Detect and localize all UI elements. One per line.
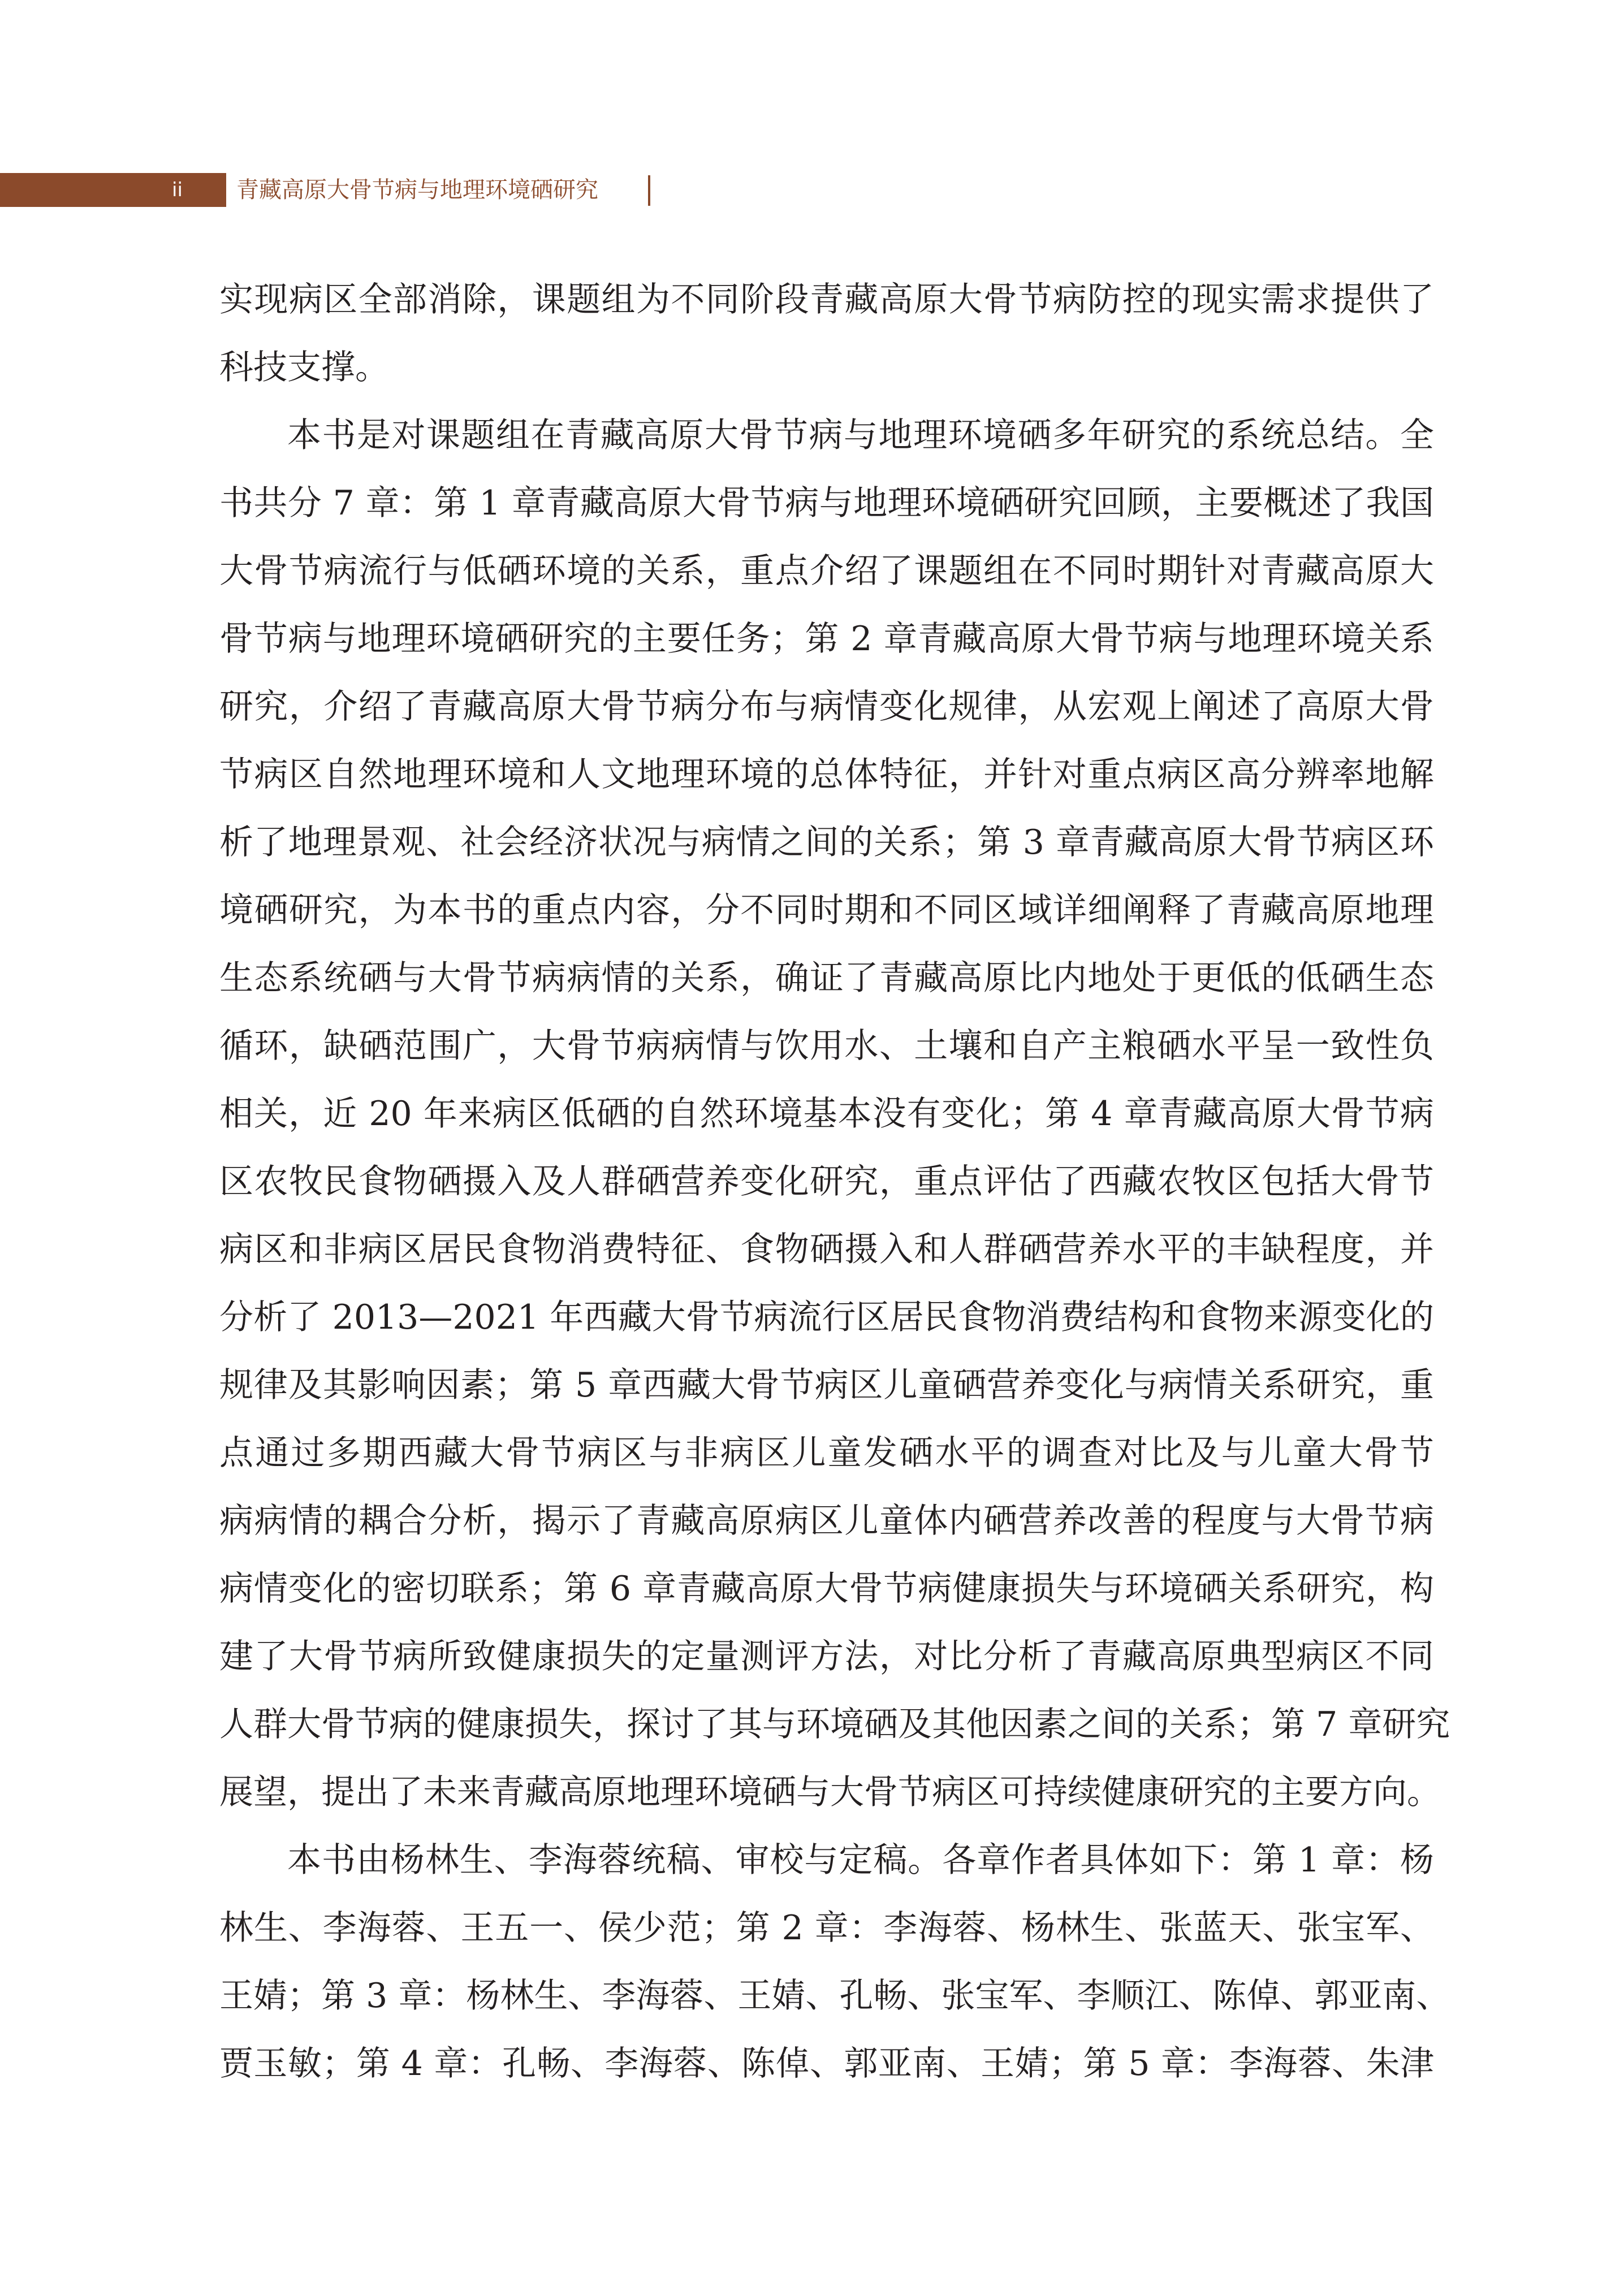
text-line: 病情变化的密切联系；第 6 章青藏高原大骨节病健康损失与环境硒关系研究，构 [219, 1569, 1434, 1609]
text-line: 节病区自然地理环境和人文地理环境的总体特征，并针对重点病区高分辨率地解 [219, 755, 1434, 794]
text-line: 本书由杨林生、李海蓉统稿、审校与定稿。各章作者具体如下：第 1 章：杨 [287, 1840, 1434, 1880]
text-line: 分析了 2013—2021 年西藏大骨节病流行区居民食物消费结构和食物来源变化的 [219, 1298, 1434, 1337]
header-divider [648, 175, 650, 206]
page-number: ii [172, 179, 183, 201]
text-line: 生态系统硒与大骨节病病情的关系，确证了青藏高原比内地处于更低的低硒生态 [219, 958, 1434, 998]
text-line: 循环，缺硒范围广，大骨节病病情与饮用水、土壤和自产主粮硒水平呈一致性负 [219, 1026, 1434, 1066]
text-line: 规律及其影响因素；第 5 章西藏大骨节病区儿童硒营养变化与病情关系研究，重 [219, 1365, 1434, 1405]
text-line: 建了大骨节病所致健康损失的定量测评方法，对比分析了青藏高原典型病区不同 [219, 1637, 1434, 1676]
text-line: 书共分 7 章：第 1 章青藏高原大骨节病与地理环境硒研究回顾，主要概述了我国 [219, 483, 1434, 523]
running-title: 青藏高原大骨节病与地理环境硒研究 [236, 177, 598, 203]
text-line: 展望，提出了未来青藏高原地理环境硒与大骨节病区可持续健康研究的主要方向。 [219, 1772, 1441, 1812]
text-line: 王婧；第 3 章：杨林生、李海蓉、王婧、孔畅、张宝军、李顺江、陈倬、郭亚南、 [219, 1976, 1450, 2016]
text-line: 析了地理景观、社会经济状况与病情之间的关系；第 3 章青藏高原大骨节病区环 [219, 823, 1434, 862]
text-line: 骨节病与地理环境硒研究的主要任务；第 2 章青藏高原大骨节病与地理环境关系 [219, 619, 1434, 659]
body-text [219, 266, 1450, 2098]
text-line: 实现病区全部消除，课题组为不同阶段青藏高原大骨节病防控的现实需求提供了 [219, 280, 1434, 319]
text-line: 人群大骨节病的健康损失，探讨了其与环境硒及其他因素之间的关系；第 7 章研究 [219, 1705, 1450, 1744]
text-line: 境硒研究，为本书的重点内容，分不同时期和不同区域详细阐释了青藏高原地理 [219, 890, 1434, 930]
text-line: 点通过多期西藏大骨节病区与非病区儿童发硒水平的调查对比及与儿童大骨节 [219, 1433, 1434, 1473]
text-line: 林生、李海蓉、王五一、侯少范；第 2 章：李海蓉、杨林生、张蓝天、张宝军、 [219, 1908, 1434, 1948]
header-bar [0, 173, 226, 207]
text-line: 区农牧民食物硒摄入及人群硒营养变化研究，重点评估了西藏农牧区包括大骨节 [219, 1162, 1434, 1201]
text-line: 贾玉敏；第 4 章：孔畅、李海蓉、陈倬、郭亚南、王婧；第 5 章：李海蓉、朱津 [219, 2044, 1434, 2083]
text-line: 相关，近 20 年来病区低硒的自然环境基本没有变化；第 4 章青藏高原大骨节病 [219, 1094, 1434, 1134]
text-line: 科技支撑。 [219, 348, 389, 387]
text-line: 病病情的耦合分析，揭示了青藏高原病区儿童体内硒营养改善的程度与大骨节病 [219, 1501, 1434, 1541]
text-line: 病区和非病区居民食物消费特征、食物硒摄入和人群硒营养水平的丰缺程度，并 [219, 1230, 1434, 1269]
text-line: 本书是对课题组在青藏高原大骨节病与地理环境硒多年研究的系统总结。全 [287, 416, 1434, 455]
text-line: 大骨节病流行与低硒环境的关系，重点介绍了课题组在不同时期针对青藏高原大 [219, 551, 1434, 591]
text-line: 研究，介绍了青藏高原大骨节病分布与病情变化规律，从宏观上阐述了高原大骨 [219, 687, 1434, 727]
